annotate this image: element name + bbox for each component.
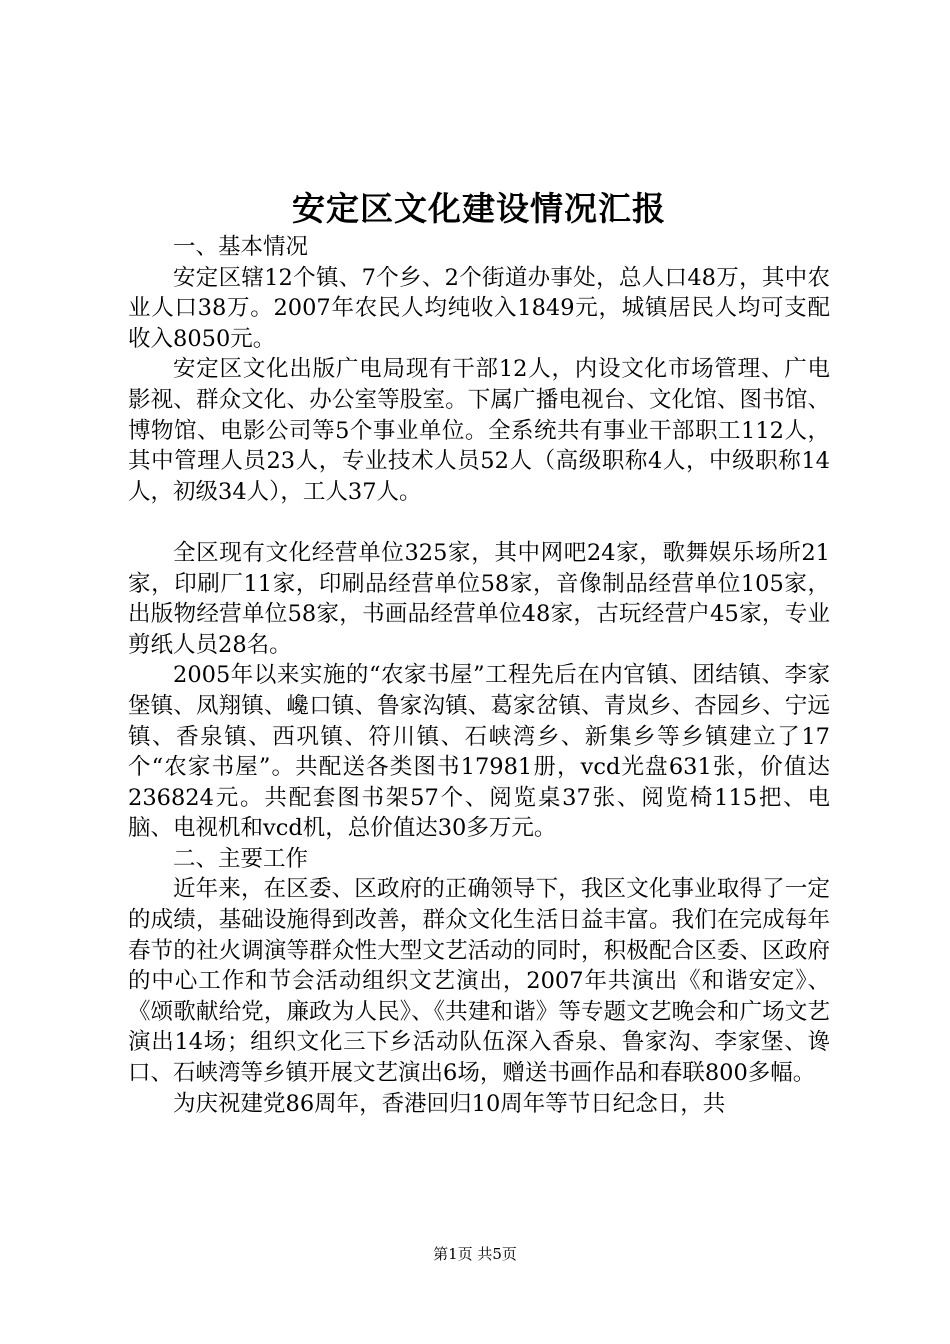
paragraph: 为庆祝建党86周年，香港回归10周年等节日纪念日，共 xyxy=(173,1090,726,1117)
paragraph: 全区现有文化经营单位325家，其中网吧24家，歌舞娱乐场所21家，印刷厂11家，印刷品经营单位58家，音像制品经营单位105家，出版物经营单位58家，书画品经营单位48家，古玩经营户45家，专业剪纸人员28名。 xyxy=(128,539,830,658)
paragraph: 安定区辖12个镇、7个乡、2个街道办事处，总人口48万，其中农业人口38万。2007年农民人均纯收入1849元，城镇居民人均可支配收入8050元。 xyxy=(128,264,830,352)
section-heading: 二、主要工作 xyxy=(173,845,309,872)
paragraph: 近年来，在区委、区政府的正确领导下，我区文化事业取得了一定的成绩，基础设施得到改善，群众文化生活日益丰富。我们在完成每年春节的社火调演等群众性大型文艺活动的同时，积极配合区委、区政府的中心工作和节会活动组织文艺演出，2007年共演出《和谐安定》、《颂歌献给党，廉政为人民》、《共建和谐》等专题文艺晚会和广场文艺演出14场；组织文化三下乡活动队伍深入香泉、鲁家沟、李家堡、谗口、石峡湾等乡镇开展文艺演出6场，赠送书画作品和春联800多幅。 xyxy=(128,876,830,1087)
document-page xyxy=(128,186,830,1119)
blank-line xyxy=(128,507,830,538)
section-heading: 一、基本情况 xyxy=(173,234,309,260)
document-title: 安定区文化建设情况汇报 xyxy=(292,189,666,228)
paragraph: 2005年以来实施的“农家书屋”工程先后在内官镇、团结镇、李家堡镇、凤翔镇、巉口镇、鲁家沟镇、葛家岔镇、青岚乡、杏园乡、宁远镇、香泉镇、西巩镇、符川镇、石峡湾乡、新集乡等乡镇建立了17个“农家书屋”。共配送各类图书17981册，vcd光盘631张，价值达236824元。共配套图书架57个、阅览桌37张、阅览椅115把、电脑、电视机和vcd机，总价值达30多万元。 xyxy=(128,662,830,842)
page-footer: 第1页 共5页 xyxy=(433,1245,517,1263)
paragraph: 安定区文化出版广电局现有干部12人，内设文化市场管理、广电影视、群众文化、办公室等股室。下属广播电视台、文化馆、图书馆、博物馆、电影公司等5个事业单位。全系统共有事业干部职工112人，其中管理人员23人，专业技术人员52人（高级职称4人，中级职称14人，初级34人），工人37人。 xyxy=(128,356,830,505)
